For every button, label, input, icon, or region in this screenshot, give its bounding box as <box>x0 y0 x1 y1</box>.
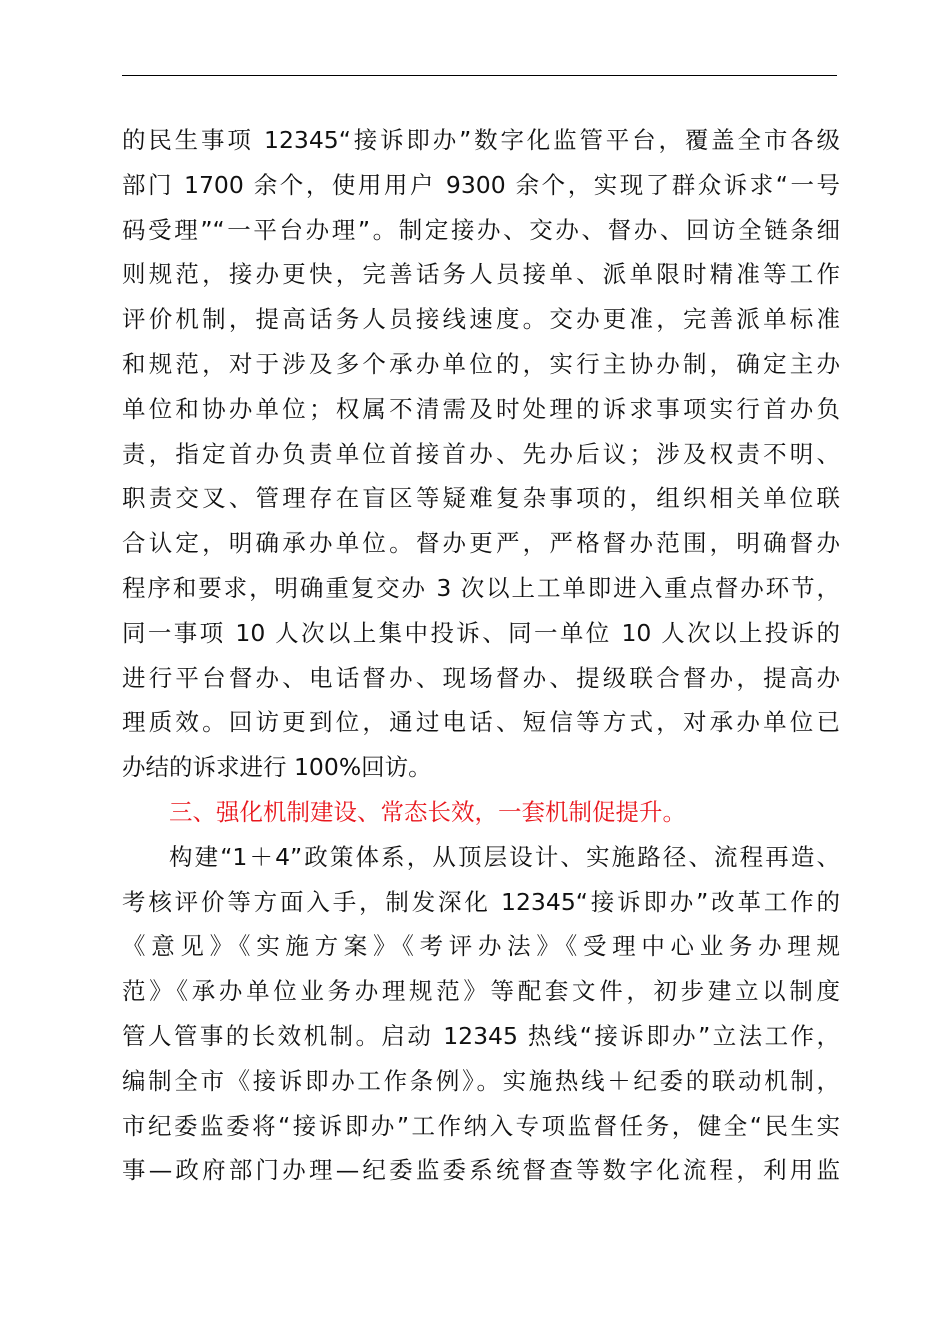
text-line: 考核评价等方面入手，制发深化 12345“接诉即办”改革工作的 <box>122 887 840 916</box>
section-heading-3: 三、强化机制建设、常态长效，一套机制促提升。 <box>169 797 686 826</box>
text-line: 进行平台督办、电话督办、现场督办、提级联合督办，提高办 <box>122 663 840 692</box>
text-line: 码受理”“一平台办理”。制定接办、交办、督办、回访全链条细 <box>122 215 840 244</box>
text-line: 责，指定首办负责单位首接首办、先办后议；涉及权责不明、 <box>122 439 840 468</box>
text-line: 市纪委监委将“接诉即办”工作纳入专项监督任务，健全“民生实 <box>122 1111 840 1140</box>
text-line: 同一事项 10 人次以上集中投诉、同一单位 10 人次以上投诉的 <box>122 618 840 647</box>
header-rule <box>122 75 837 76</box>
document-body <box>122 118 840 1193</box>
text-line: 合认定，明确承办单位。督办更严，严格督办范围，明确督办 <box>122 529 840 558</box>
text-line: 程序和要求，明确重复交办 3 次以上工单即进入重点督办环节， <box>122 573 840 602</box>
text-line: 职责交叉、管理存在盲区等疑难复杂事项的，组织相关单位联 <box>122 484 840 513</box>
text-line: 单位和协办单位；权属不清需及时处理的诉求事项实行首办负 <box>122 394 840 423</box>
text-line: 构建“1＋4”政策体系，从顶层设计、实施路径、流程再造、 <box>169 842 840 871</box>
text-line: 评价机制，提高话务人员接线速度。交办更准，完善派单标准 <box>122 305 840 334</box>
paragraph-1 <box>122 118 840 790</box>
text-line: 部门 1700 余个，使用用户 9300 余个，实现了群众诉求“一号 <box>122 170 840 199</box>
text-line: 办结的诉求进行 100%回访。 <box>122 753 432 782</box>
text-line: 的民生事项 12345“接诉即办”数字化监管平台，覆盖全市各级 <box>122 126 840 154</box>
paragraph-2 <box>122 835 840 1193</box>
text-line: 则规范，接办更快，完善话务人员接单、派单限时精准等工作 <box>122 260 840 289</box>
text-line: 事—政府部门办理—纪委监委系统督查等数字化流程，利用监 <box>122 1156 840 1185</box>
text-line: 编制全市《接诉即办工作条例》。实施热线＋纪委的联动机制， <box>122 1066 840 1095</box>
text-line: 理质效。回访更到位，通过电话、短信等方式，对承办单位已 <box>122 708 840 737</box>
text-line: 《意见》《实施方案》《考评办法》《受理中心业务办理规 <box>122 932 840 961</box>
text-line: 管人管事的长效机制。启动 12345 热线“接诉即办”立法工作， <box>122 1021 840 1050</box>
text-line: 范》《承办单位业务办理规范》等配套文件，初步建立以制度 <box>122 977 840 1006</box>
text-line: 和规范，对于涉及多个承办单位的，实行主协办制，确定主办 <box>122 349 840 378</box>
